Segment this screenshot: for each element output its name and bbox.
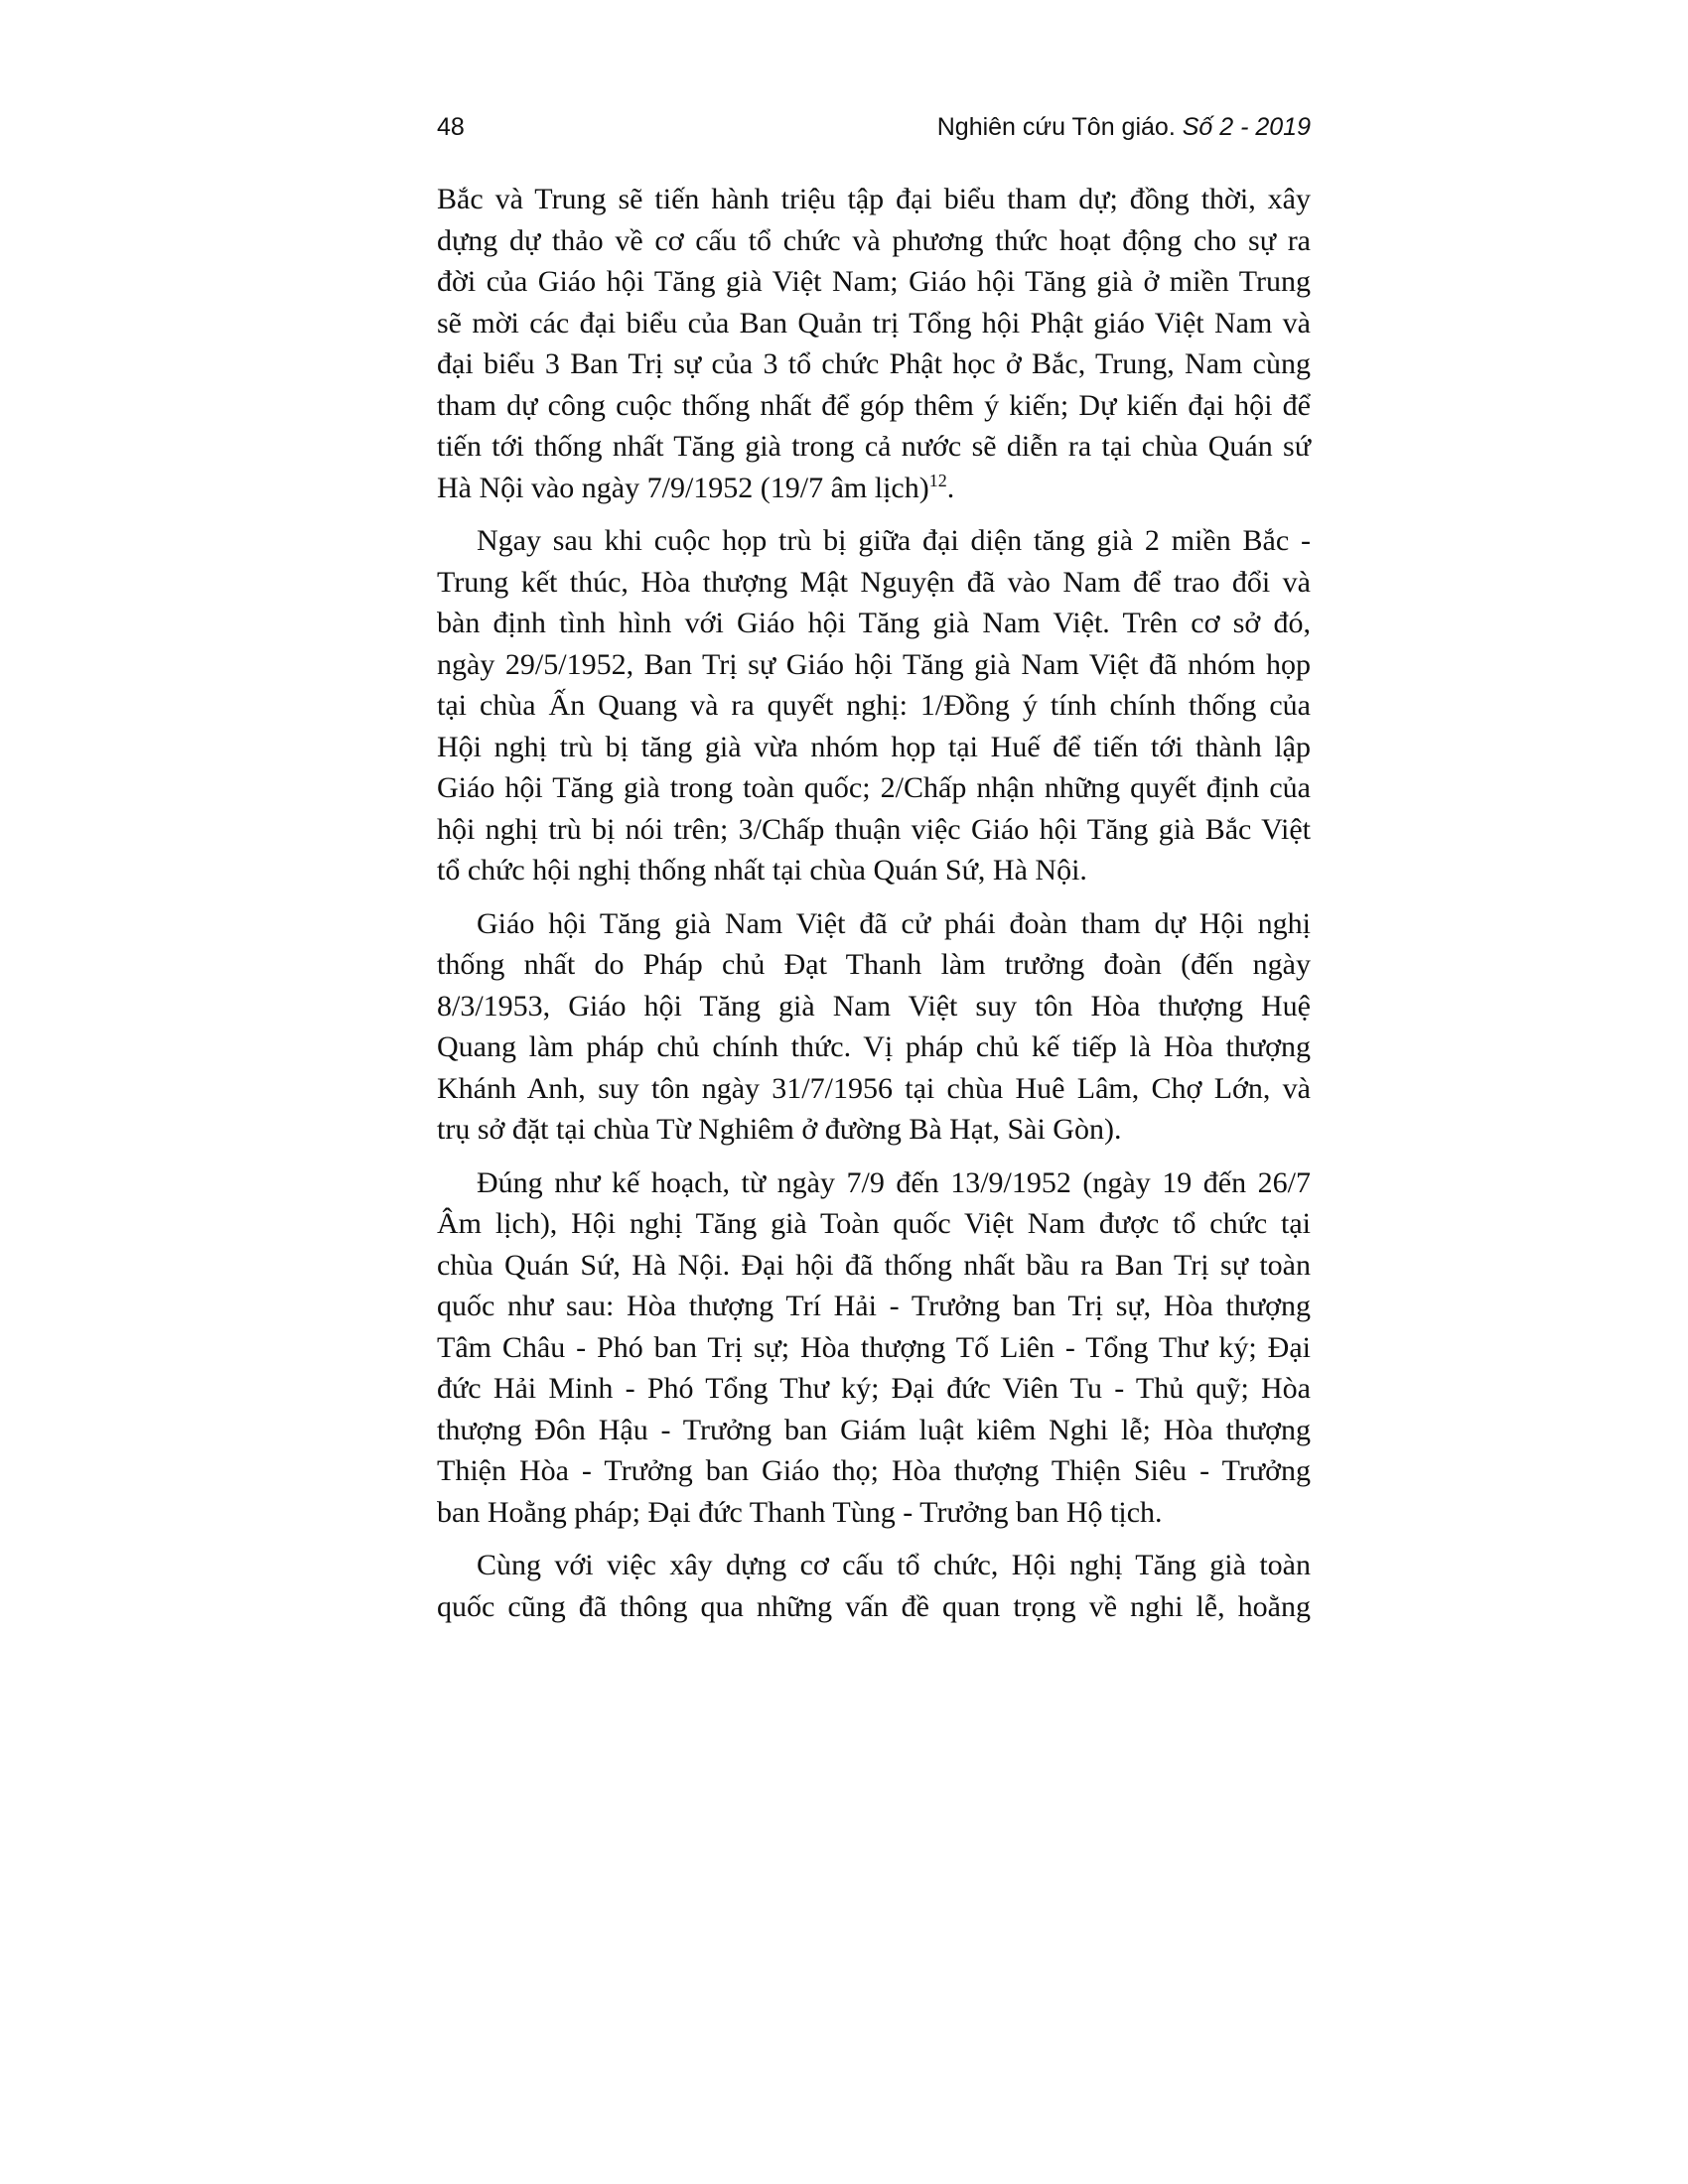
text-line-content: Hà Nội vào ngày 7/9/1952 (19/7 âm lịch)	[437, 471, 929, 504]
text-line: đức Hải Minh - Phó Tổng Thư ký; Đại đức Viên Tu - Thủ quỹ; Hòa	[437, 1372, 1311, 1405]
text-line: tổ chức hội nghị thống nhất tại chùa Quán Sứ, Hà Nội.	[437, 854, 1087, 887]
text-line: Cùng với việc xây dựng cơ cấu tổ chức, Hội nghị Tăng già toàn	[477, 1549, 1311, 1581]
text-line: trụ sở đặt tại chùa Từ Nghiêm ở đường Bà Hạt, Sài Gòn).	[437, 1113, 1122, 1146]
text-line: đời của Giáo hội Tăng già Việt Nam; Giáo hội Tăng già ở miền Trung	[437, 265, 1311, 298]
article-body	[437, 179, 1311, 1639]
text-line: Ngay sau khi cuộc họp trù bị giữa đại diện tăng già 2 miền Bắc -	[477, 524, 1311, 557]
text-line: Âm lịch), Hội nghị Tăng già Toàn quốc Việt Nam được tổ chức tại	[437, 1207, 1311, 1240]
text-line: tham dự công cuộc thống nhất để góp thêm ý kiến; Dự kiến đại hội để	[437, 388, 1311, 422]
text-line: 8/3/1953, Giáo hội Tăng già Nam Việt suy tôn Hòa thượng Huệ	[437, 989, 1311, 1023]
paragraph-3	[437, 903, 1311, 1151]
page-number: 48	[437, 113, 465, 141]
issue-number: Số 2 - 2019	[1182, 113, 1311, 141]
paragraph-5	[437, 1545, 1311, 1627]
text-line	[437, 468, 1311, 509]
text-line: quốc cũng đã thông qua những vấn đề quan trọng về nghi lễ, hoằng	[437, 1589, 1311, 1623]
sentence-end: .	[946, 471, 955, 504]
text-line: Bắc và Trung sẽ tiến hành triệu tập đại biểu tham dự; đồng thời, xây	[437, 183, 1311, 215]
text-line: Đúng như kế hoạch, từ ngày 7/9 đến 13/9/1952 (ngày 19 đến 26/7	[477, 1165, 1311, 1199]
text-line: Khánh Anh, suy tôn ngày 31/7/1956 tại chùa Huê Lâm, Chợ Lớn, và	[437, 1071, 1311, 1105]
text-line: tiến tới thống nhất Tăng già trong cả nước sẽ diễn ra tại chùa Quán sứ	[437, 430, 1311, 463]
text-line: quốc như sau: Hòa thượng Trí Hải - Trưởng ban Trị sự, Hòa thượng	[437, 1290, 1311, 1322]
text-line: tại chùa Ấn Quang và ra quyết nghị: 1/Đồng ý tính chính thống của	[437, 689, 1311, 722]
text-line: chùa Quán Sứ, Hà Nội. Đại hội đã thống nhất bầu ra Ban Trị sự toàn	[437, 1248, 1311, 1282]
text-line: thượng Đôn Hậu - Trưởng ban Giám luật kiêm Nghi lễ; Hòa thượng	[437, 1413, 1311, 1446]
text-line: Quang làm pháp chủ chính thức. Vị pháp chủ kế tiếp là Hòa thượng	[437, 1030, 1311, 1063]
text-line: Hội nghị trù bị tăng già vừa nhóm họp tại Huế để tiến tới thành lập	[437, 730, 1311, 763]
paragraph-2	[437, 520, 1311, 891]
running-title	[937, 107, 1311, 147]
running-header	[437, 107, 1311, 147]
text-line: sẽ mời các đại biểu của Ban Quản trị Tổng hội Phật giáo Việt Nam và	[437, 306, 1311, 340]
text-line: Giáo hội Tăng già trong toàn quốc; 2/Chấp nhận những quyết định của	[437, 771, 1311, 804]
text-line: Trung kết thúc, Hòa thượng Mật Nguyện đã vào Nam để trao đổi và	[437, 565, 1311, 599]
text-line: Giáo hội Tăng già Nam Việt đã cử phái đoàn tham dự Hội nghị	[477, 906, 1311, 940]
paragraph-1	[437, 179, 1311, 508]
text-line: Tâm Châu - Phó ban Trị sự; Hòa thượng Tố Liên - Tổng Thư ký; Đại	[437, 1330, 1311, 1364]
footnote-reference[interactable]: 12	[928, 470, 947, 490]
text-line: đại biểu 3 Ban Trị sự của 3 tổ chức Phật học ở Bắc, Trung, Nam cùng	[437, 347, 1311, 380]
paragraph-4	[437, 1162, 1311, 1534]
text-line: hội nghị trù bị nói trên; 3/Chấp thuận việc Giáo hội Tăng già Bắc Việt	[437, 812, 1311, 846]
text-line: ngày 29/5/1952, Ban Trị sự Giáo hội Tăng già Nam Việt đã nhóm họp	[437, 647, 1311, 681]
text-line: Thiện Hòa - Trưởng ban Giáo thọ; Hòa thượng Thiện Siêu - Trưởng	[437, 1454, 1311, 1487]
text-line: dựng dự thảo về cơ cấu tổ chức và phương thức hoạt động cho sự ra	[437, 223, 1311, 257]
text-line: bàn định tình hình với Giáo hội Tăng già Nam Việt. Trên cơ sở đó,	[437, 607, 1311, 639]
text-line: ban Hoằng pháp; Đại đức Thanh Tùng - Trưởng ban Hộ tịch.	[437, 1495, 1163, 1529]
journal-name: Nghiên cứu Tôn giáo.	[936, 113, 1176, 141]
text-line: thống nhất do Pháp chủ Đạt Thanh làm trưởng đoàn (đến ngày	[437, 948, 1311, 981]
